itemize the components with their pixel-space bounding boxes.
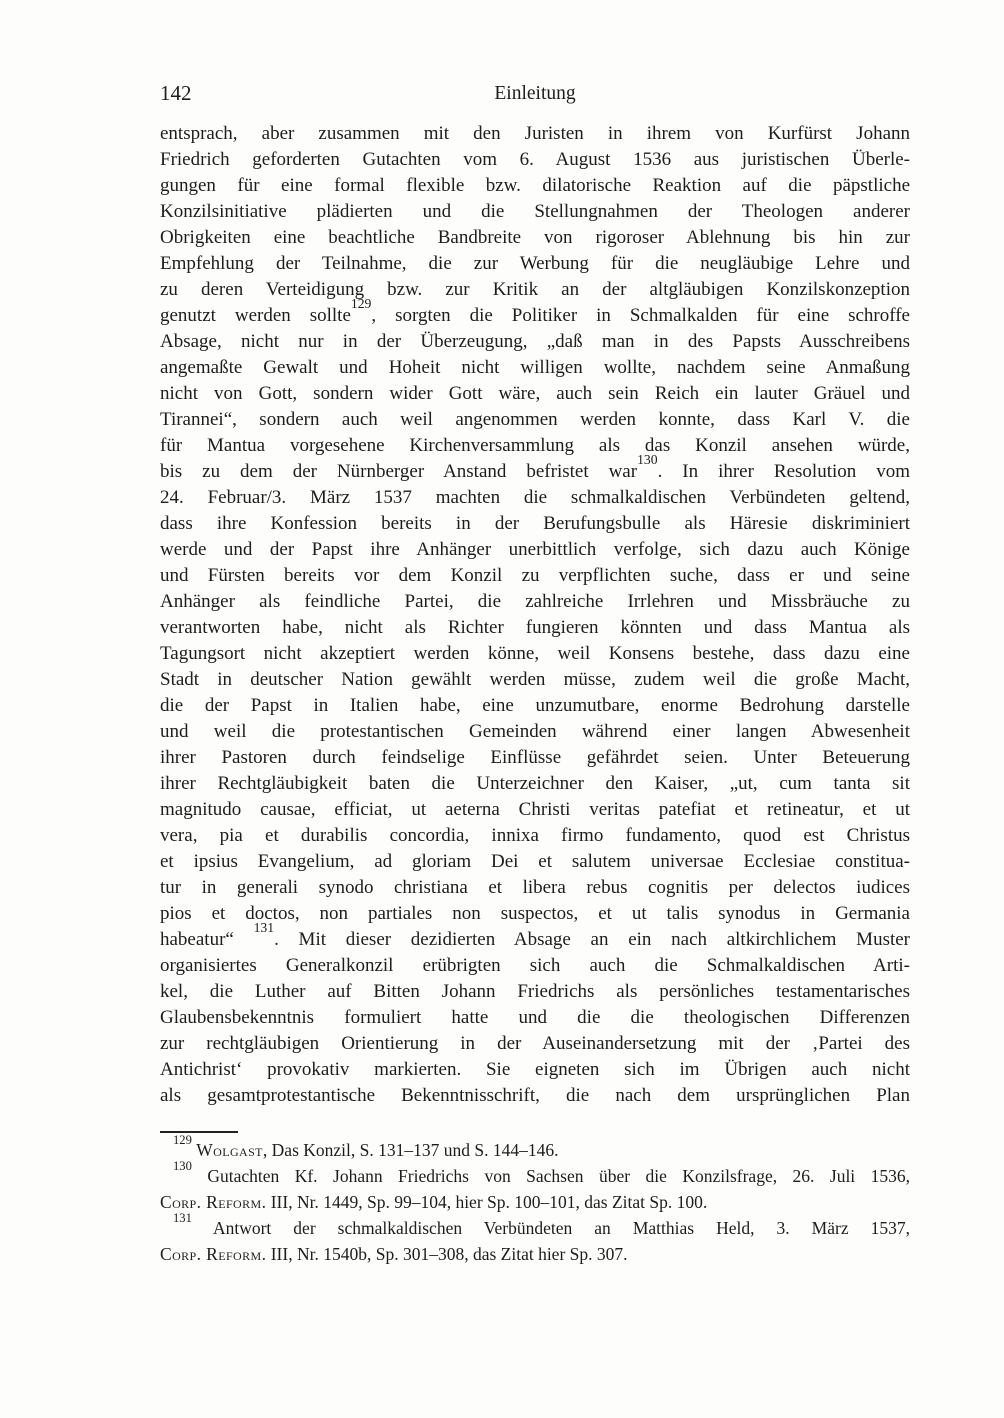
body-text-line: Antichrist‘ provokativ markierten. Sie eigneten sich im Übrigen auch nicht <box>160 1059 910 1080</box>
body-text-line: entsprach, aber zusammen mit den Juristen in ihrem von Kurfürst Johann <box>160 123 910 144</box>
body-text-line: kel, die Luther auf Bitten Johann Friedrichs als persönliches testamentarisches <box>160 981 910 1002</box>
body-text-line: habeatur“ $^{131}$. Mit dieser dezidierten Absage an ein nach altkirchlichem Muster <box>160 919 911 950</box>
small-caps-text: Corp. Reform. <box>160 1244 267 1264</box>
body-text <box>160 121 910 1109</box>
footnote-marker: 131 <box>253 919 275 935</box>
body-text-line: vera, pia et durabilis concordia, innixa firmo fundamento, quod est Christus <box>160 825 910 846</box>
footnote-separator <box>160 1131 238 1133</box>
page-header <box>160 80 910 108</box>
body-text-line: et ipsius Evangelium, ad gloriam Dei et salutem universae Ecclesiae constitua- <box>160 851 910 872</box>
body-text-line: ihrer Pastoren durch feindselige Einflüsse gefährdet seien. Unter Beteuerung <box>160 747 910 768</box>
body-text-line: Tagungsort nicht akzeptiert werden könne, weil Konsens bestehe, dass dazu eine <box>160 643 910 664</box>
body-text-line: für Mantua vorgesehene Kirchenversammlung als das Konzil ansehen würde, <box>160 435 910 456</box>
small-caps-text: Corp. Reform. <box>160 1192 267 1212</box>
page-number: 142 <box>160 81 192 105</box>
body-text-line: Stadt in deutscher Nation gewählt werden müsse, zudem weil die große Macht, <box>160 669 910 690</box>
small-caps-text: Wolgast <box>196 1140 263 1160</box>
footnote-marker: 129 <box>350 295 372 311</box>
body-text-line: angemaßte Gewalt und Hoheit nicht willigen wollte, nachdem seine Anmaßung <box>160 357 910 378</box>
body-text-line: Absage, nicht nur in der Überzeugung, „daß man in des Papsts Ausschreibens <box>160 331 910 352</box>
body-text-line: organisiertes Generalkonzil erübrigten sich auch die Schmalkaldischen Arti- <box>160 955 910 976</box>
body-text-line: und weil die protestantischen Gemeinden während einer langen Abwesenheit <box>160 721 910 742</box>
body-text-line: Glaubensbekenntnis formuliert hatte und die die theologischen Differenzen <box>160 1007 910 1028</box>
body-text-line: und Fürsten bereits vor dem Konzil zu verpflichten suche, dass er und seine <box>160 565 910 586</box>
footnote-line: $^{129}$ Wolgast, Das Konzil, S. 131–137 und S. 144–146. <box>173 1132 559 1160</box>
body-text-line: ihrer Rechtgläubigkeit baten die Unterzeichner den Kaiser, „ut, cum tanta sit <box>160 773 910 794</box>
body-text-line: Obrigkeiten eine beachtliche Bandbreite von rigoroser Ablehnung bis hin zur <box>160 227 910 248</box>
body-text-line: pios et doctos, non partiales non suspectos, et ut talis synodus in Germania <box>160 903 910 924</box>
footnote-marker: 130 <box>637 451 658 467</box>
footnote-marker: 129 <box>173 1132 192 1147</box>
body-text-line: die der Papst in Italien habe, eine unzumutbare, enorme Bedrohung darstelle <box>160 695 910 716</box>
footnote-marker: 131 <box>173 1210 192 1225</box>
body-text-line: verantworten habe, nicht als Richter fungieren könnten und dass Mantua als <box>160 617 910 638</box>
body-text-line: Friedrich geforderten Gutachten vom 6. August 1536 aus juristischen Überle- <box>160 149 910 170</box>
body-text-line: zur rechtgläubigen Orientierung in der Auseinandersetzung mit der ‚Partei des <box>160 1033 910 1054</box>
body-text-line: zu deren Verteidigung bzw. zur Kritik an der altgläubigen Konzilskonzeption <box>160 279 910 300</box>
running-header: Einleitung <box>494 83 576 104</box>
body-text-line: Tirannei“, sondern auch weil angenommen werden konnte, dass Karl V. die <box>160 409 910 430</box>
footnote-marker: 130 <box>173 1158 192 1173</box>
body-text-line: gungen für eine formal flexible bzw. dilatorische Reaktion auf die päpstliche <box>160 175 910 196</box>
footnotes-section <box>160 1132 910 1267</box>
footnote-line: Corp. Reform. III, Nr. 1540b, Sp. 301–308, das Zitat hier Sp. 307. <box>160 1244 628 1264</box>
body-text-line: tur in generali synodo christiana et libera rebus cognitis per delectos iudices <box>160 877 910 898</box>
body-text-line: dass ihre Konfession bereits in der Berufungsbulle als Häresie diskriminiert <box>160 513 910 534</box>
body-text-line: Konzilsinitiative plädierten und die Stellungnahmen der Theologen anderer <box>160 201 910 222</box>
body-text-line: werde und der Papst ihre Anhänger unerbittlich verfolge, sich dazu auch Könige <box>160 539 910 560</box>
body-text-line: als gesamtprotestantische Bekenntnisschrift, die nach dem ursprünglichen Plan <box>160 1085 910 1106</box>
footnote-line: Corp. Reform. III, Nr. 1449, Sp. 99–104, hier Sp. 100–101, das Zitat Sp. 100. <box>160 1192 708 1212</box>
body-text-line: bis zu dem der Nürnberger Anstand befristet war$^{130}$. In ihrer Resolution vom <box>160 451 910 482</box>
body-text-line: nicht von Gott, sondern wider Gott wäre, auch sein Reich ein lauter Gräuel und <box>160 383 910 404</box>
body-text-line: magnitudo causae, efficiat, ut aeterna Christi veritas patefiat et retineatur, et ut <box>160 799 910 820</box>
body-text-line: Empfehlung der Teilnahme, die zur Werbung für die neugläubige Lehre und <box>160 253 910 274</box>
body-text-line: Anhänger als feindliche Partei, die zahlreiche Irrlehren und Missbräuche zu <box>160 591 910 612</box>
footnote-line: $^{130}$ Gutachten Kf. Johann Friedrichs von Sachsen über die Konzilsfrage, 26. Juli 1536, <box>173 1158 910 1186</box>
body-text-line: 24. Februar/3. März 1537 machten die schmalkaldischen Verbündeten geltend, <box>160 487 910 508</box>
footnote-line: $^{131}$ Antwort der schmalkaldischen Verbündeten an Matthias Held, 3. März 1537, <box>173 1210 910 1238</box>
body-text-line: genutzt werden sollte$^{129}$, sorgten die Politiker in Schmalkalden für eine schroffe <box>160 295 910 326</box>
